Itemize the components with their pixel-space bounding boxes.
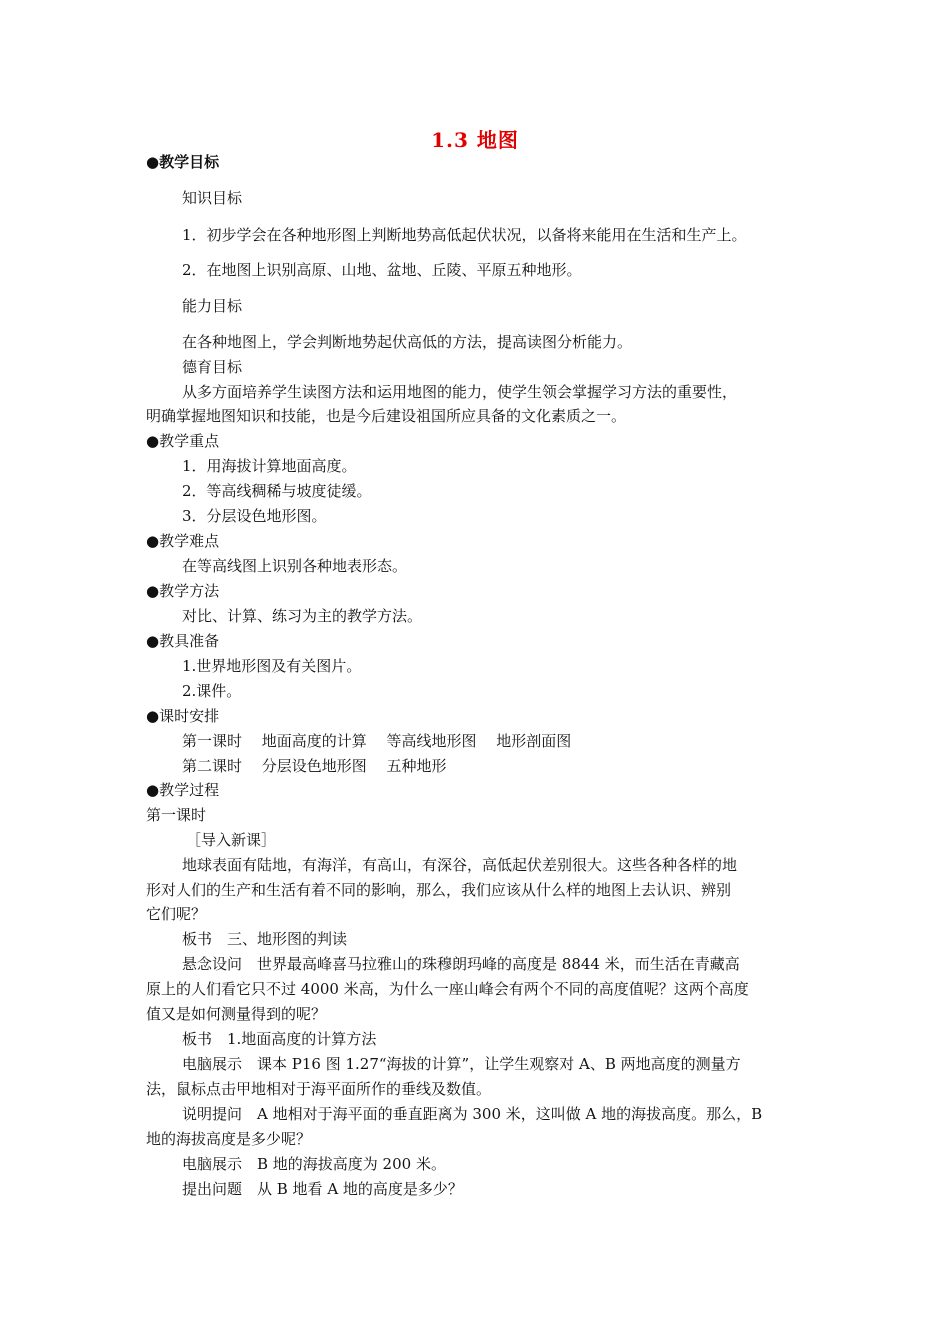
difficulty-text: 在等高线图上识别各种地表形态。 [182,557,408,575]
paragraph-line: 电脑展示 课本 P16 图 1.27“海拔的计算”，让学生观察对 A、B 两地高度的测量方 [182,1055,741,1073]
paragraph-line: 法，鼠标点击甲地相对于海平面所作的垂线及数值。 [146,1080,492,1098]
focus-item: 2．等高线稠稀与坡度徒缓。 [182,482,372,500]
lesson-label: 第一课时 [146,806,207,824]
paragraph-line: 原上的人们看它只不过 4000 米高，为什么一座山峰会有两个不同的高度值呢？这两个高度 [146,980,749,998]
knowledge-goal-1: 1．初步学会在各种地形图上判断地势高低起伏状况，以备将来能用在生活和生产上。 [182,226,747,244]
teaching-goals-heading: ●教学目标 [146,153,220,171]
knowledge-goals-heading: 知识目标 [182,189,243,207]
paragraph-line: 形对人们的生产和生活有着不同的影响，那么，我们应该从什么样的地图上去认识、辨别 [146,881,732,899]
schedule-lesson-1: 第一课时 地面高度的计算 等高线地形图 地形剖面图 [182,732,572,750]
teaching-tools-heading: ●教具准备 [146,632,220,650]
schedule-heading: ●课时安排 [146,707,220,725]
teaching-difficulty-heading: ●教学难点 [146,532,220,550]
teaching-focus-heading: ●教学重点 [146,432,220,450]
knowledge-goal-2: 2．在地图上识别高原、山地、盆地、丘陵、平原五种地形。 [182,261,582,279]
ability-goal-text: 在各种地图上，学会判断地势起伏高低的方法，提高读图分析能力。 [182,333,633,351]
board-note: 板书 1.地面高度的计算方法 [182,1030,377,1048]
schedule-lesson-2: 第二课时 分层设色地形图 五种地形 [182,757,447,775]
teaching-process-heading: ●教学过程 [146,781,220,799]
paragraph-line: 地球表面有陆地，有海洋，有高山，有深谷，高低起伏差别很大。这些各种各样的地 [182,856,738,874]
paragraph-line: 它们呢？ [146,905,207,923]
intro-label: ［导入新课］ [186,831,277,849]
ability-goals-heading: 能力目标 [182,297,243,315]
paragraph-line: 悬念设问 世界最高峰喜马拉雅山的珠穆朗玛峰的高度是 8844 米，而生活在青藏高 [182,955,740,973]
paragraph-line: 地的海拔高度是多少呢？ [146,1130,312,1148]
paragraph-line: 值又是如何测量得到的呢？ [146,1005,327,1023]
page-title: 1.3 地图 [431,128,519,152]
teaching-method-heading: ●教学方法 [146,582,220,600]
paragraph-line: 提出问题 从 B 地看 A 地的高度是多少？ [182,1180,463,1198]
tools-item: 2.课件。 [182,682,242,700]
paragraph-line: 电脑展示 B 地的海拔高度为 200 米。 [182,1155,446,1173]
paragraph-line: 说明提问 A 地相对于海平面的垂直距离为 300 米，这叫做 A 地的海拔高度。那么，B [182,1105,763,1123]
method-text: 对比、计算、练习为主的教学方法。 [182,607,423,625]
moral-goal-line-2: 明确掌握地图知识和技能，也是今后建设祖国所应具备的文化素质之一。 [146,407,627,425]
moral-goal-line-1: 从多方面培养学生读图方法和运用地图的能力，使学生领会掌握学习方法的重要性， [182,383,738,401]
focus-item: 3．分层设色地形图。 [182,507,327,525]
tools-item: 1.世界地形图及有关图片。 [182,657,362,675]
moral-goals-heading: 德育目标 [182,358,243,376]
focus-item: 1．用海拔计算地面高度。 [182,457,357,475]
board-note: 板书 三、地形图的判读 [182,930,348,948]
